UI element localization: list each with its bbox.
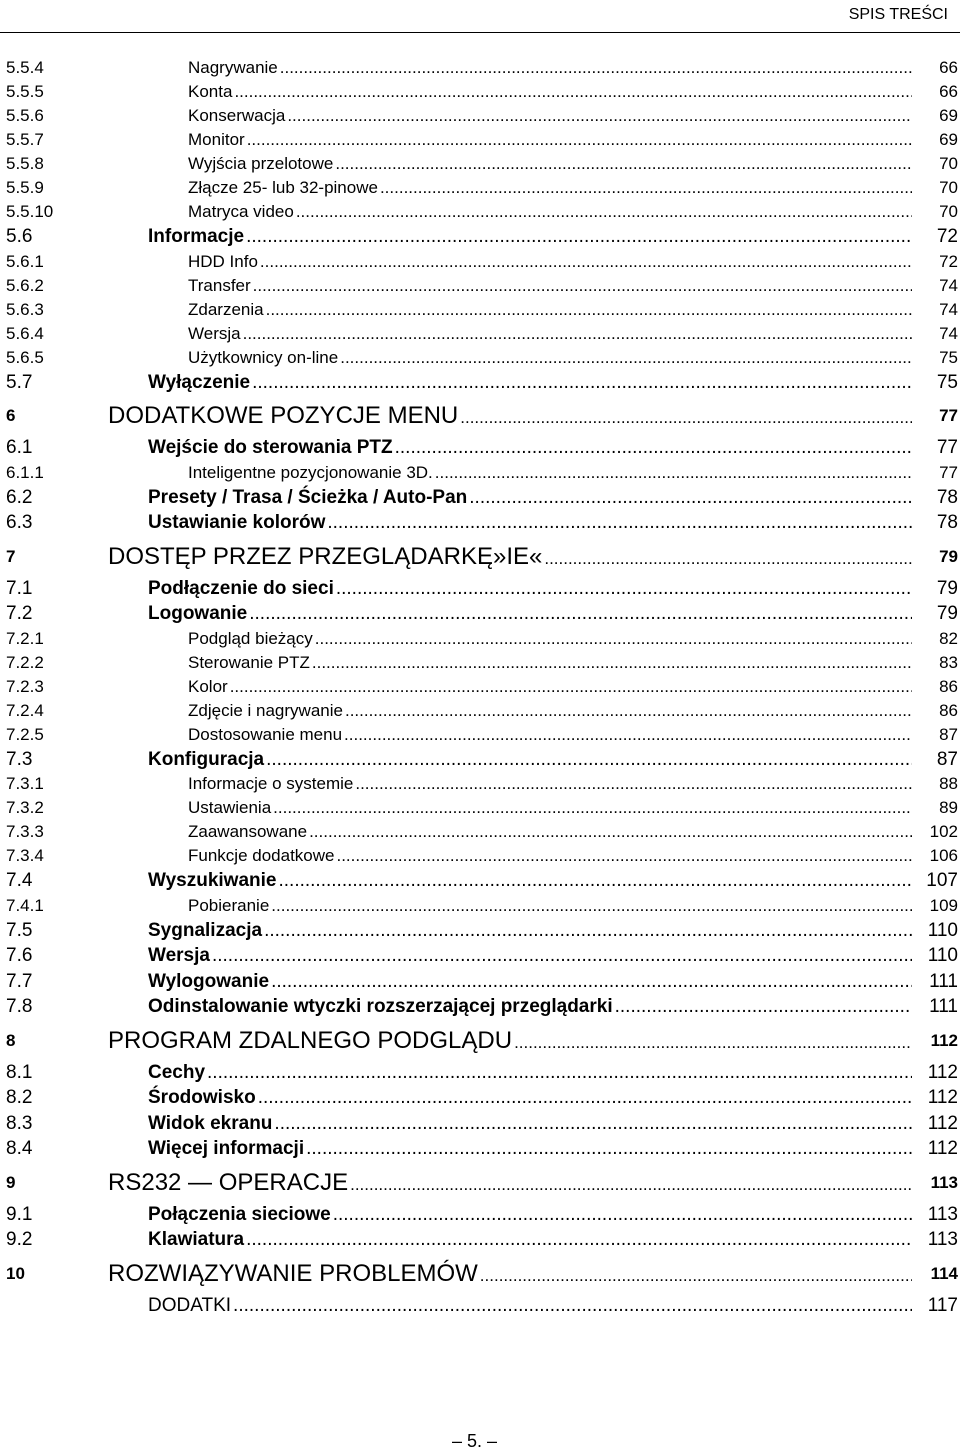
toc-entry[interactable] [0, 152, 960, 176]
toc-entry-title: HDD Info [188, 251, 258, 271]
toc-entry-page: 86 [939, 700, 958, 720]
toc-entry[interactable] [0, 1255, 960, 1293]
toc-entry-number: 5.6.3 [6, 299, 44, 319]
toc-entry-title: Cechy [148, 1061, 206, 1083]
toc-entry-title-line [108, 1255, 912, 1295]
toc-entry[interactable] [0, 868, 960, 894]
dot-leader [271, 969, 912, 995]
toc-entry[interactable] [0, 772, 960, 796]
toc-entry-number: 5.6.1 [6, 251, 44, 271]
page-number: – 5. – [452, 1431, 498, 1451]
toc-entry-number: 5.6.5 [6, 347, 44, 367]
toc-entry-title: Pobieranie [188, 895, 270, 915]
toc-entry-title: Transfer [188, 275, 251, 295]
toc-entry-title: Klawiatura [148, 1229, 245, 1250]
toc-entry-title-line [108, 538, 912, 578]
toc-entry-page: 69 [939, 130, 958, 149]
toc-entry-title: Wyłączenie [148, 371, 251, 393]
dot-leader [355, 772, 912, 796]
toc-entry-title-line [148, 868, 912, 894]
toc-entry-title-line [188, 723, 912, 747]
toc-entry-number: 5.5.7 [6, 130, 44, 149]
toc-entry[interactable] [0, 723, 960, 747]
dot-leader [230, 675, 912, 699]
dot-leader [309, 820, 912, 844]
dot-leader [271, 894, 912, 918]
toc-entry[interactable] [0, 627, 960, 651]
toc-entry-page: 89 [939, 798, 958, 817]
dot-leader [246, 1227, 912, 1253]
toc-entry-page: 114 [930, 1263, 958, 1283]
dot-leader [296, 200, 912, 224]
dot-leader [249, 601, 912, 627]
toc-entry-title-line [188, 699, 912, 723]
toc-entry-title-line [188, 651, 912, 675]
toc-entry-page: 113 [930, 1172, 958, 1192]
toc-entry-title: Logowanie [148, 603, 248, 624]
dot-leader [312, 651, 912, 675]
toc-entry-title-line [148, 994, 912, 1020]
toc-entry-page: 79 [936, 603, 958, 624]
toc-entry-title: Wersja [188, 323, 241, 343]
toc-entry[interactable] [0, 844, 960, 868]
toc-entry-page: 112 [927, 1087, 958, 1108]
toc-entry-page: 83 [939, 652, 958, 672]
toc-entry[interactable] [0, 796, 960, 820]
toc-entry[interactable] [0, 699, 960, 723]
toc-entry-title: Odinstalowanie wtyczki rozszerzającej przeglądarki [148, 996, 613, 1017]
toc-entry-page: 109 [929, 895, 958, 915]
toc-entry[interactable] [0, 298, 960, 322]
toc-entry-title: Zdarzenia [188, 299, 264, 319]
dot-leader [243, 322, 912, 346]
toc-entry-page: 66 [939, 82, 958, 101]
toc-entry[interactable] [0, 1164, 960, 1202]
toc-entry-title: Kolor [188, 676, 228, 696]
dot-leader [315, 627, 912, 651]
toc-entry[interactable] [0, 1022, 960, 1060]
toc-entry-number: 6.2 [6, 486, 33, 508]
toc-entry-title: DODATKI [148, 1294, 232, 1316]
toc-entry-page: 107 [926, 870, 958, 891]
toc-entry-number: 7.2.1 [6, 628, 44, 648]
dot-leader [258, 1085, 912, 1111]
toc-entry[interactable] [0, 435, 960, 461]
toc-entry-number: 5.5.5 [6, 82, 44, 101]
toc-entry-title-line [108, 1022, 912, 1062]
toc-entry-title-line [188, 627, 912, 651]
toc-entry-page: 79 [939, 546, 958, 566]
toc-entry-title: Informacje [148, 226, 245, 247]
toc-entry[interactable] [0, 943, 960, 969]
toc-entry-page: 72 [939, 251, 958, 271]
dot-leader [469, 485, 912, 511]
toc-entry[interactable] [0, 1293, 960, 1319]
toc-entry-number: 5.5.9 [6, 178, 44, 197]
toc-entry-title-line [188, 298, 912, 322]
toc-entry-page: 75 [939, 347, 958, 367]
toc-entry-title-line [148, 510, 912, 536]
toc-entry-title-line [148, 435, 912, 461]
toc-entry-page: 72 [936, 226, 958, 247]
toc-entry-title-line [108, 397, 912, 437]
toc-entry-page: 110 [927, 945, 958, 966]
toc-entry-number: 8 [6, 1030, 16, 1050]
toc-entry-title-line [188, 346, 912, 370]
toc-entry[interactable] [0, 274, 960, 298]
toc-entry[interactable] [0, 461, 960, 485]
toc-entry[interactable] [0, 510, 960, 536]
toc-entry-number: 7.3.4 [6, 846, 44, 865]
dot-leader [266, 747, 912, 773]
toc-entry-number: 6.1.1 [6, 462, 44, 482]
toc-entry-title: Połączenia sieciowe [148, 1203, 331, 1225]
toc-entry-title-line [188, 796, 912, 820]
toc-entry-title-line [188, 274, 912, 298]
toc-entry-number: 8.1 [6, 1061, 33, 1083]
toc-entry-page: 117 [927, 1294, 958, 1316]
dot-leader [247, 128, 912, 152]
toc-entry-page: 69 [939, 106, 958, 125]
toc-entry-number: 7.2.3 [6, 676, 44, 696]
toc-entry-title-line [148, 224, 912, 250]
toc-entry-title: Zaawansowane [188, 822, 308, 841]
toc-entry[interactable] [0, 1060, 960, 1086]
toc-entry-title-line [148, 943, 912, 969]
toc-entry-title: DODATKOWE POZYCJE MENU [108, 402, 459, 429]
toc-entry-number: 7.3.3 [6, 822, 44, 841]
toc-entry-page: 78 [936, 486, 958, 508]
toc-entry-title: Sterowanie PTZ [188, 652, 310, 672]
toc-entry[interactable] [0, 128, 960, 152]
dot-leader [480, 1257, 912, 1295]
toc-entry[interactable] [0, 346, 960, 370]
toc-entry-page: 77 [939, 406, 958, 425]
toc-entry-number: 5.5.8 [6, 154, 44, 173]
toc-entry-title-line [188, 675, 912, 699]
toc-entry-page: 110 [927, 919, 958, 941]
toc-entry-title-line [188, 250, 912, 274]
toc-entry-title: Wylogowanie [148, 970, 270, 992]
toc-entry-number: 6.3 [6, 512, 33, 533]
dot-leader [266, 298, 912, 322]
dot-leader [274, 1111, 912, 1137]
dot-leader [336, 576, 912, 602]
toc-entry[interactable] [0, 576, 960, 602]
toc-entry-title: Podgląd bieżący [188, 628, 313, 648]
toc-entry-title: Złącze 25- lub 32-pinowe [188, 178, 378, 197]
toc-entry-title-line [188, 894, 912, 918]
toc-entry-page: 102 [929, 822, 958, 841]
toc-entry-page: 113 [927, 1203, 958, 1225]
toc-entry-title-line [148, 1136, 912, 1162]
toc-entry-number: 5.6 [6, 226, 33, 247]
dot-leader [460, 399, 912, 437]
toc-entry-page: 106 [929, 846, 958, 865]
dot-leader [278, 868, 912, 894]
dot-leader [233, 1293, 912, 1319]
toc-entry-page: 70 [939, 202, 958, 221]
toc-entry-title: Użytkownicy on-line [188, 347, 339, 367]
toc-entry-title-line [148, 601, 912, 627]
dot-leader [333, 1202, 912, 1228]
toc-entry-title: Wyjścia przelotowe [188, 154, 334, 173]
toc-entry-title: Nagrywanie [188, 58, 278, 77]
toc-entry-number: 7.4 [6, 870, 33, 891]
toc-entry[interactable] [0, 1202, 960, 1228]
toc-entry-title-line [188, 772, 912, 796]
toc-entry-title-line [188, 820, 912, 844]
toc-entry-page: 79 [936, 577, 958, 599]
toc-entry[interactable] [0, 322, 960, 346]
toc-entry-title: Konta [188, 82, 233, 101]
toc-entry-number: 7.3.2 [6, 798, 44, 817]
toc-entry-number: 7.7 [6, 970, 33, 992]
dot-leader [207, 1060, 912, 1086]
toc-entry-title-line [148, 576, 912, 602]
toc-entry-page: 74 [939, 275, 958, 295]
toc-entry-number: 5.5.6 [6, 106, 44, 125]
toc-entry-title: Więcej informacji [148, 1138, 305, 1159]
toc-entry-title-line [108, 1164, 912, 1204]
toc-entry-number: 5.7 [6, 371, 33, 393]
toc-entry-number: 7.1 [6, 577, 33, 599]
toc-entry-number: 7.6 [6, 945, 33, 966]
toc-entry[interactable] [0, 370, 960, 396]
toc-entry-page: 77 [939, 462, 958, 482]
toc-entry-number: 8.4 [6, 1138, 33, 1159]
toc-entry-number: 9 [6, 1172, 16, 1192]
dot-leader [264, 918, 912, 944]
toc-entry-title: Matryca video [188, 202, 294, 221]
toc-entry-title: ROZWIĄZYWANIE PROBLEMÓW [108, 1259, 478, 1287]
toc-entry-page: 70 [939, 154, 958, 173]
dot-leader [435, 461, 912, 485]
toc-entry[interactable] [0, 56, 960, 80]
toc-entry-number: 7.5 [6, 919, 33, 941]
toc-entry[interactable] [0, 1085, 960, 1111]
toc-entry-title: Podłączenie do sieci [148, 577, 334, 599]
dot-leader [335, 152, 912, 176]
dot-leader [395, 435, 912, 461]
toc-entry-title-line [148, 1202, 912, 1228]
toc-entry-title: Funkcje dodatkowe [188, 846, 335, 865]
toc-entry-title-line [188, 56, 912, 80]
toc-entry-number: 5.6.2 [6, 275, 44, 295]
toc-entry[interactable] [0, 250, 960, 274]
toc-entry-number: 5.5.10 [6, 202, 54, 221]
toc-entry-title: Monitor [188, 130, 245, 149]
dot-leader [287, 104, 912, 128]
toc-entry-title: Wejście do sterowania PTZ [148, 437, 393, 458]
toc-entry-title-line [148, 969, 912, 995]
toc-entry[interactable] [0, 601, 960, 627]
toc-entry-page: 77 [936, 437, 958, 458]
toc-entry-page: 66 [939, 58, 958, 77]
toc-entry-number: 8.3 [6, 1112, 33, 1134]
toc-entry-number: 6.1 [6, 437, 33, 458]
toc-entry-title-line [148, 918, 912, 944]
toc-entry[interactable] [0, 397, 960, 435]
dot-leader [345, 699, 912, 723]
toc-entry-page: 87 [936, 748, 958, 770]
toc-entry-title-line [148, 485, 912, 511]
toc-entry-title: Wersja [148, 945, 210, 966]
dot-leader [344, 723, 912, 747]
toc-entry-title-line [148, 1111, 912, 1137]
toc-entry[interactable] [0, 176, 960, 200]
toc-entry-title: Wyszukiwanie [148, 870, 277, 891]
toc-entry[interactable] [0, 1111, 960, 1137]
toc-entry[interactable] [0, 538, 960, 576]
toc-entry-title-line [188, 80, 912, 104]
toc-entry[interactable] [0, 918, 960, 944]
toc-entry-title-line [188, 200, 912, 224]
toc-entry-title: Ustawianie kolorów [148, 512, 326, 533]
toc-entry-title-line [148, 1060, 912, 1086]
toc-entry-page: 112 [930, 1030, 958, 1050]
toc-entry-title: Presety / Trasa / Ścieżka / Auto-Pan [148, 486, 468, 508]
dot-leader [380, 176, 912, 200]
toc-entry-title: Inteligentne pozycjonowanie 3D. [188, 462, 433, 482]
toc-entry-title-line [188, 461, 912, 485]
toc-entry-page: 88 [939, 774, 958, 793]
toc-entry-number: 7.3 [6, 748, 33, 770]
header-rule [0, 32, 960, 33]
toc-entry-title-line [148, 1293, 912, 1319]
toc-entry-title: Zdjęcie i nagrywanie [188, 700, 343, 720]
table-of-contents [0, 56, 960, 1318]
toc-entry-number: 9.2 [6, 1229, 33, 1250]
toc-entry-title-line [188, 128, 912, 152]
toc-entry[interactable] [0, 80, 960, 104]
dot-leader [327, 510, 912, 536]
toc-entry-number: 9.1 [6, 1203, 33, 1225]
dot-leader [212, 943, 912, 969]
toc-entry-number: 7.4.1 [6, 895, 44, 915]
dot-leader [340, 346, 912, 370]
toc-entry-page: 70 [939, 178, 958, 197]
toc-entry-title: Dostosowanie menu [188, 724, 343, 744]
dot-leader [306, 1136, 912, 1162]
toc-entry-title-line [188, 322, 912, 346]
toc-entry-page: 78 [936, 512, 958, 533]
toc-entry-number: 7.2.2 [6, 652, 44, 672]
toc-entry-page: 112 [927, 1138, 958, 1159]
page-header-title: SPIS TREŚCI [848, 6, 948, 23]
dot-leader [615, 994, 912, 1020]
toc-entry-title: Konserwacja [188, 106, 286, 125]
toc-entry-title-line [188, 844, 912, 868]
toc-entry-number: 7.2.5 [6, 724, 44, 744]
toc-entry-page: 112 [927, 1112, 958, 1134]
toc-entry-number: 8.2 [6, 1087, 33, 1108]
toc-entry-title: DOSTĘP PRZEZ PRZEGLĄDARKĘ»IE« [108, 542, 543, 570]
dot-leader [260, 250, 912, 274]
toc-entry-number: 7 [6, 546, 16, 566]
toc-entry[interactable] [0, 820, 960, 844]
toc-entry-title-line [188, 152, 912, 176]
toc-entry-title-line [148, 747, 912, 773]
toc-entry[interactable] [0, 894, 960, 918]
toc-entry-title-line [188, 176, 912, 200]
toc-entry[interactable] [0, 1227, 960, 1253]
toc-entry-title-line [148, 370, 912, 396]
dot-leader [246, 224, 912, 250]
toc-entry-title-line [148, 1085, 912, 1111]
toc-entry-page: 112 [927, 1061, 958, 1083]
toc-entry[interactable] [0, 485, 960, 511]
toc-entry[interactable] [0, 224, 960, 250]
toc-entry[interactable] [0, 104, 960, 128]
toc-entry-number: 7.8 [6, 996, 33, 1017]
toc-entry-title: Ustawienia [188, 798, 272, 817]
dot-leader [544, 540, 912, 578]
dot-leader [253, 274, 912, 298]
toc-entry[interactable] [0, 969, 960, 995]
toc-entry-title-line [148, 1227, 912, 1253]
toc-entry[interactable] [0, 1136, 960, 1162]
dot-leader [280, 56, 912, 80]
toc-entry-page: 86 [939, 676, 958, 696]
toc-entry-number: 7.2.4 [6, 700, 44, 720]
toc-entry[interactable] [0, 200, 960, 224]
toc-entry-page: 75 [936, 371, 958, 393]
toc-entry-number: 5.5.4 [6, 58, 44, 77]
toc-entry-title: Informacje o systemie [188, 774, 354, 793]
toc-entry-number: 7.3.1 [6, 774, 44, 793]
toc-entry-title: Widok ekranu [148, 1112, 273, 1134]
toc-entry-page: 87 [939, 724, 958, 744]
toc-entry-title: PROGRAM ZDALNEGO PODGLĄDU [108, 1026, 513, 1054]
dot-leader [273, 796, 912, 820]
dot-leader [252, 370, 912, 396]
toc-entry-title: Konfiguracja [148, 748, 265, 770]
toc-entry-number: 6 [6, 406, 16, 425]
toc-entry-number: 5.6.4 [6, 323, 44, 343]
dot-leader [234, 80, 912, 104]
dot-leader [336, 844, 912, 868]
toc-entry-title: RS232 — OPERACJE [108, 1168, 349, 1196]
toc-entry-number: 10 [6, 1263, 25, 1283]
toc-entry[interactable] [0, 747, 960, 773]
toc-entry[interactable] [0, 651, 960, 675]
toc-entry-title-line [188, 104, 912, 128]
toc-entry-title: Sygnalizacja [148, 919, 263, 941]
toc-entry-title: Środowisko [148, 1087, 256, 1108]
toc-entry-page: 111 [929, 970, 958, 992]
toc-entry-number: 7.2 [6, 603, 33, 624]
dot-leader [514, 1024, 912, 1062]
toc-entry-page: 111 [929, 996, 958, 1017]
toc-entry-page: 74 [939, 299, 958, 319]
toc-entry[interactable] [0, 675, 960, 699]
toc-entry-page: 74 [939, 323, 958, 343]
toc-entry-page: 82 [939, 628, 958, 648]
dot-leader [350, 1166, 912, 1204]
toc-entry-page: 113 [927, 1229, 958, 1250]
toc-entry[interactable] [0, 994, 960, 1020]
